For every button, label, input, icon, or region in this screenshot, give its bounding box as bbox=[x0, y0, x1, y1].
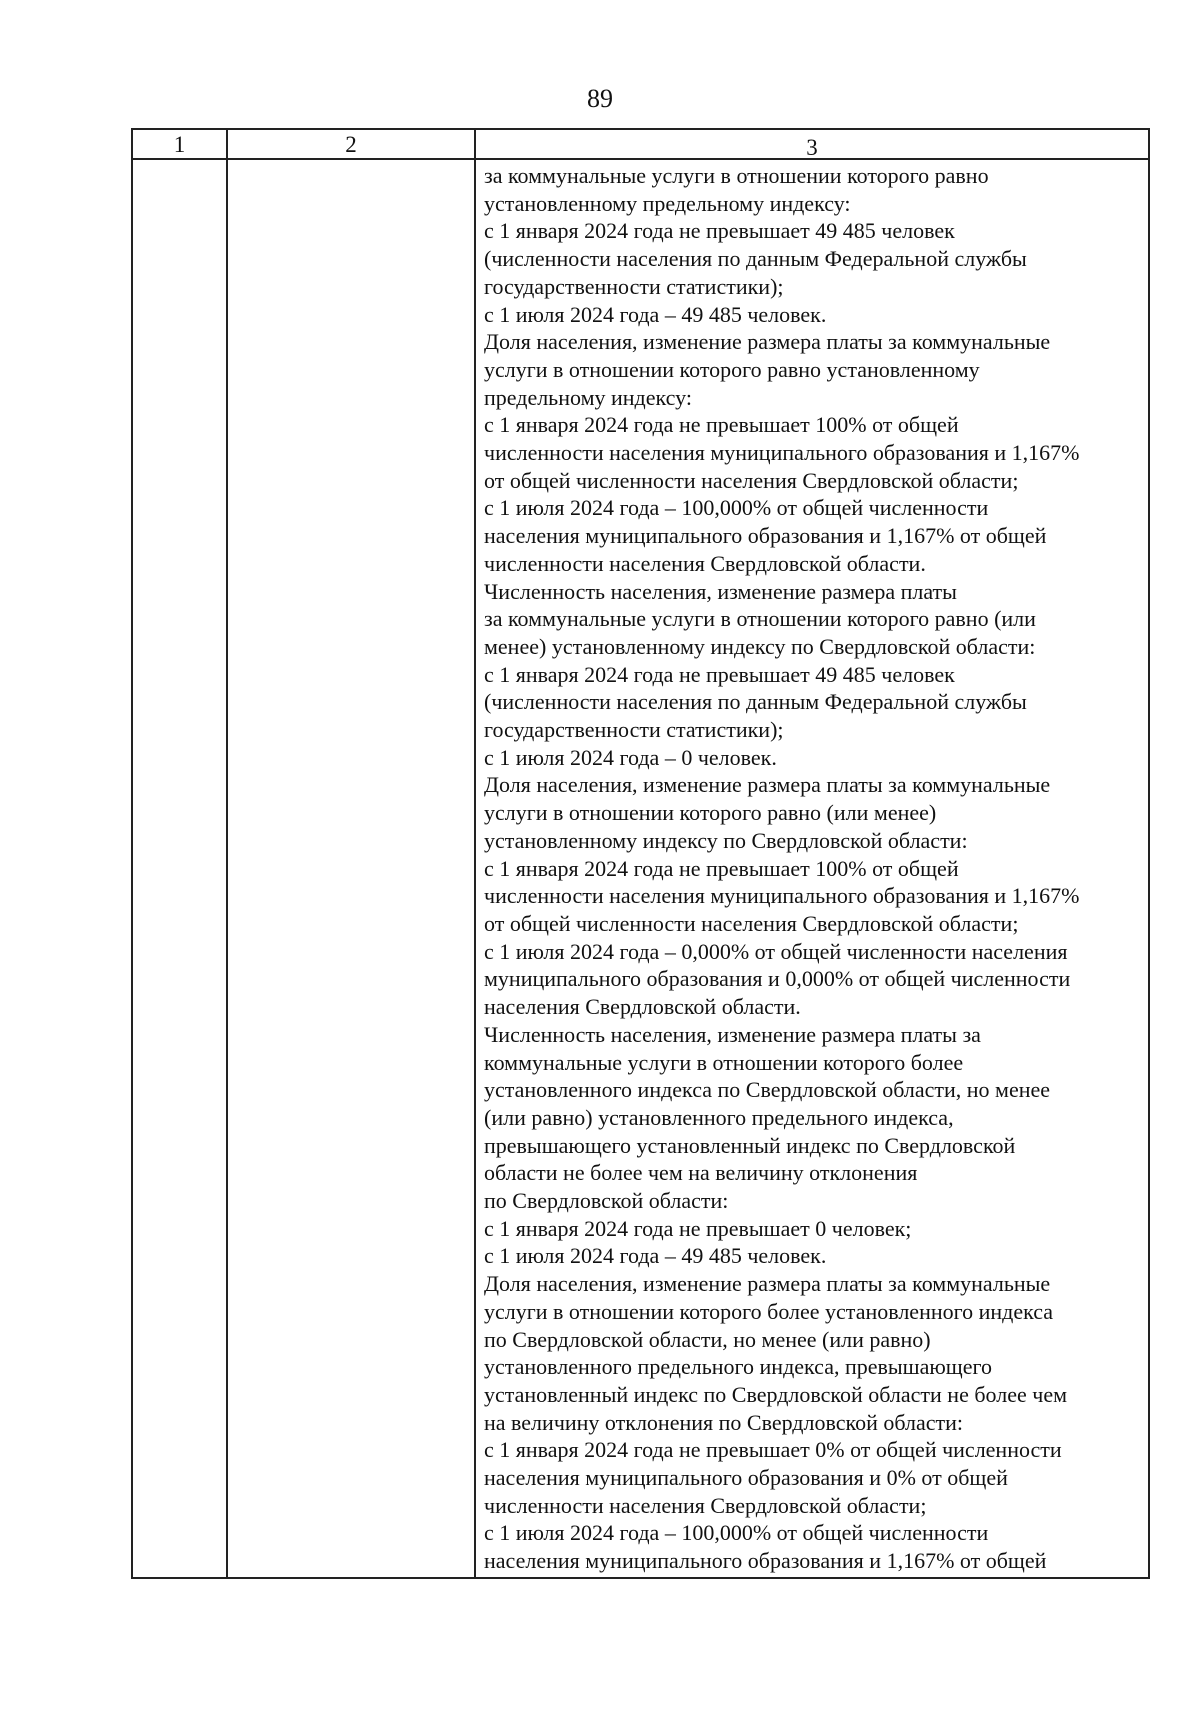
text-line: за коммунальные услуги в отношении которого равно (или bbox=[484, 606, 1036, 632]
text-line: с 1 января 2024 года не превышает 0 человек; bbox=[484, 1215, 912, 1241]
column-divider-2 bbox=[474, 130, 476, 1577]
text-line: по Свердловской области: bbox=[484, 1188, 729, 1214]
document-table bbox=[131, 128, 1150, 1579]
text-line: Доля населения, изменение размера платы за коммунальные bbox=[484, 1271, 1051, 1297]
column-divider-1 bbox=[226, 130, 228, 1577]
column-header-2: 2 bbox=[345, 132, 357, 157]
text-line: с 1 января 2024 года не превышает 0% от общей численности bbox=[484, 1437, 1062, 1463]
text-line: менее) установленному индексу по Свердловской области: bbox=[484, 633, 1036, 659]
text-line: Численность населения, изменение размера платы за bbox=[484, 1021, 981, 1047]
text-line: с 1 января 2024 года не превышает 100% от общей bbox=[484, 412, 959, 438]
text-line: Доля населения, изменение размера платы за коммунальные bbox=[484, 772, 1051, 798]
text-line: населения муниципального образования и 0% от общей bbox=[484, 1465, 1008, 1491]
text-line: (численности населения по данным Федеральной службы bbox=[484, 246, 1027, 272]
text-line: населения Свердловской области. bbox=[484, 994, 801, 1020]
text-line: области не более чем на величину отклонения bbox=[484, 1160, 918, 1186]
text-line: услуги в отношении которого равно (или менее) bbox=[484, 800, 937, 826]
text-line: с 1 июля 2024 года – 49 485 человек. bbox=[484, 1243, 827, 1269]
text-line: численности населения Свердловской области; bbox=[484, 1492, 927, 1518]
text-line: от общей численности населения Свердловской области; bbox=[484, 467, 1019, 493]
text-line: за коммунальные услуги в отношении которого равно bbox=[484, 163, 989, 188]
text-line: установленному индексу по Свердловской области: bbox=[484, 827, 968, 853]
text-line: предельному индексу: bbox=[484, 384, 692, 410]
text-line: численности населения муниципального образования и 1,167% bbox=[484, 883, 1080, 909]
page-number: 89 bbox=[587, 84, 613, 113]
column-3-text bbox=[484, 162, 1144, 1575]
text-line: Доля населения, изменение размера платы за коммунальные bbox=[484, 329, 1051, 355]
text-line: услуги в отношении которого более установленного индекса bbox=[484, 1298, 1054, 1324]
text-line: установленному предельному индексу: bbox=[484, 190, 851, 216]
text-line: (или равно) установленного предельного индекса, bbox=[484, 1104, 954, 1130]
text-line: с 1 июля 2024 года – 0 человек. bbox=[484, 744, 777, 770]
text-line: с 1 января 2024 года не превышает 49 485 человек bbox=[484, 661, 955, 687]
text-line: Численность населения, изменение размера платы bbox=[484, 578, 957, 604]
text-line: установленный индекс по Свердловской области не более чем bbox=[484, 1381, 1067, 1407]
text-line: государственности статистики); bbox=[484, 717, 784, 743]
text-line: по Свердловской области, но менее (или равно) bbox=[484, 1326, 931, 1352]
text-line: с 1 июля 2024 года – 0,000% от общей численности населения bbox=[484, 938, 1068, 964]
text-line: услуги в отношении которого равно установленному bbox=[484, 356, 980, 382]
text-line: превышающего установленный индекс по Свердловской bbox=[484, 1132, 1016, 1158]
text-line: коммунальные услуги в отношении которого более bbox=[484, 1049, 964, 1075]
text-line: населения муниципального образования и 1,167% от общей bbox=[484, 523, 1047, 549]
text-line: численности населения муниципального образования и 1,167% bbox=[484, 440, 1080, 466]
text-line: с 1 июля 2024 года – 100,000% от общей численности bbox=[484, 495, 989, 521]
text-line: установленного индекса по Свердловской области, но менее bbox=[484, 1077, 1051, 1103]
text-line: на величину отклонения по Свердловской области: bbox=[484, 1409, 963, 1435]
text-line: установленного предельного индекса, превышающего bbox=[484, 1354, 992, 1380]
text-line: (численности населения по данным Федеральной службы bbox=[484, 689, 1027, 715]
text-line: населения муниципального образования и 1,167% от общей bbox=[484, 1548, 1047, 1574]
column-header-1: 1 bbox=[173, 132, 186, 157]
text-line: государственности статистики); bbox=[484, 273, 784, 299]
text-line: численности населения Свердловской области. bbox=[484, 550, 926, 576]
text-line: с 1 января 2024 года не превышает 49 485 человек bbox=[484, 218, 955, 244]
text-line: муниципального образования и 0,000% от общей численности bbox=[484, 966, 1071, 992]
text-line: с 1 июля 2024 года – 49 485 человек. bbox=[484, 301, 827, 327]
text-line: с 1 января 2024 года не превышает 100% от общей bbox=[484, 855, 959, 881]
column-header-3: 3 bbox=[806, 135, 818, 160]
text-line: с 1 июля 2024 года – 100,000% от общей численности bbox=[484, 1520, 989, 1546]
text-line: от общей численности населения Свердловской области; bbox=[484, 910, 1019, 936]
